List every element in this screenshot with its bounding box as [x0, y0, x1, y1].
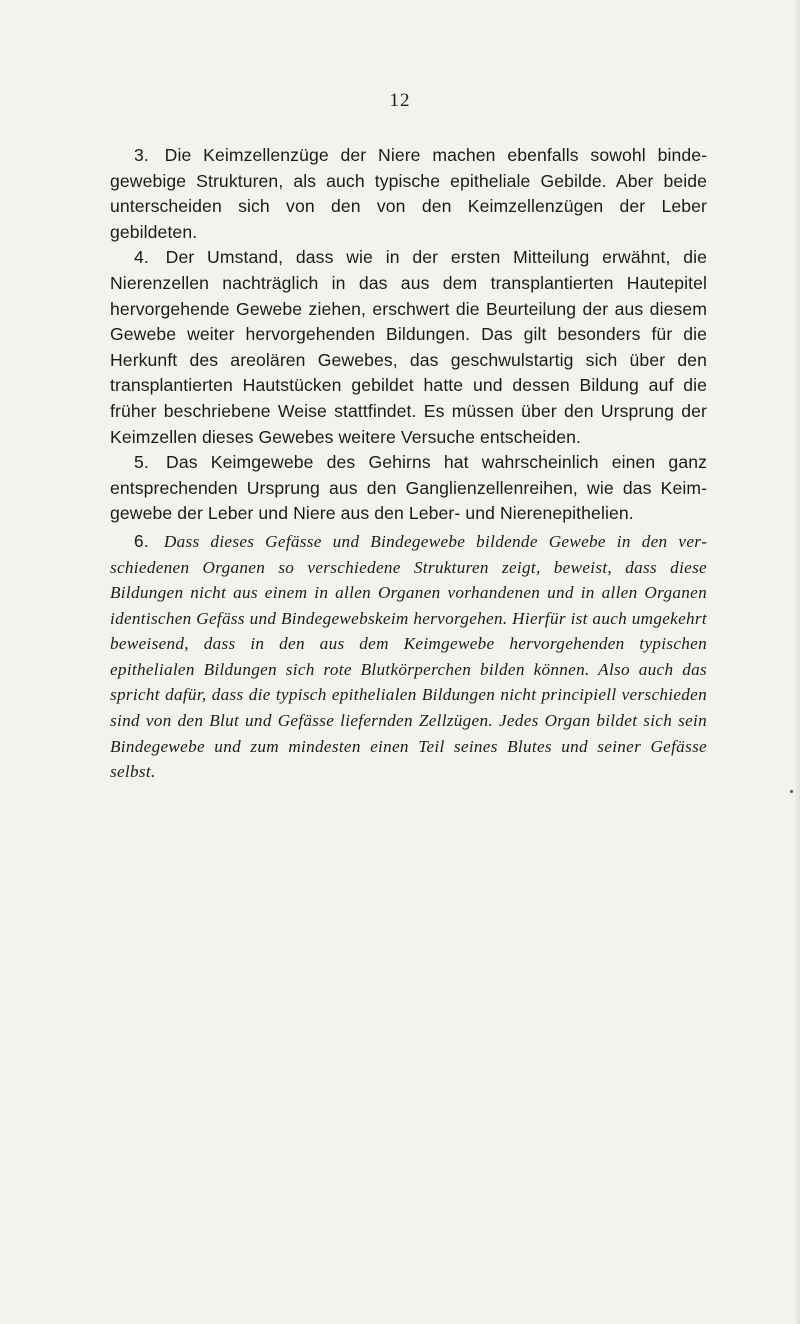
paragraph-4 [110, 245, 707, 450]
page-number: 12 [389, 90, 411, 111]
paragraph-text: Dass dieses Gefässe und Bindegewebe bildende Gewebe in den verschiedenen Organen so verschiedene Strukturen zeigt, beweist, dass diese Bildungen nicht aus einem in allen Organen vorhandenen und in allen Organen identischen Gefäss und Bindegewebskeim hervorgehen. Hierfür ist auch umgekehrt beweisend, dass in den aus dem Keimgewebe hervorgehenden typischen epithelialen Bildungen sich rote Blutkörperchen bilden können. Also auch das spricht dafür, dass die typisch epithelialen Bildungen nicht principiell verschieden sind von den Blut und Gefässe liefernden Zellzügen. Jedes Organ bildet sich sein Bindegewebe und zum mindesten einen Teil seines Blutes und seiner Gefässe selbst. [110, 531, 707, 782]
paragraph-3 [110, 143, 707, 245]
body-text [110, 143, 707, 785]
paragraph-number: 3. [134, 145, 149, 165]
paragraph-5 [110, 450, 707, 527]
paragraph-6 [110, 529, 707, 785]
paragraph-number: 4. [134, 247, 149, 268]
margin-mark [790, 790, 793, 793]
paragraph-text: Die Keimzellenzüge der Niere machen ebenfalls sowohl bindegewebige Strukturen, als auch typische epitheliale Gebilde. Aber beide unterscheiden sich von den von den Keimzellenzügen der Leber gebildeten. [110, 145, 707, 242]
paragraph-number: 5. [134, 452, 149, 473]
paragraph-text: Der Umstand, dass wie in der ersten Mitteilung erwähnt, die Nierenzellen nachträglich in das aus dem transplantierten Hautepitel hervorgehende Gewebe ziehen, erschwert die Beurteilung der aus diesem Gewebe weiter hervorgehenden Bildungen. Das gilt besonders für die Herkunft des areolären Gewebes, das geschwulstartig sich über den transplantierten Hautstücken gebildet hatte und dessen Bildung auf die früher beschriebene Weise stattfindet. Es müssen über den Ursprung der Keimzellen dieses Gewebes weitere Versuche entscheiden. [110, 247, 707, 447]
paragraph-number: 6. [134, 530, 149, 551]
page-edge-shadow [794, 0, 800, 1324]
paragraph-text: Das Keimgewebe des Gehirns hat wahrscheinlich einen ganz entsprechenden Ursprung aus den Ganglienzellenreihen, wie das Keimgewebe der Leber und Niere aus den Leber- und Nierenepithelien. [110, 452, 707, 524]
